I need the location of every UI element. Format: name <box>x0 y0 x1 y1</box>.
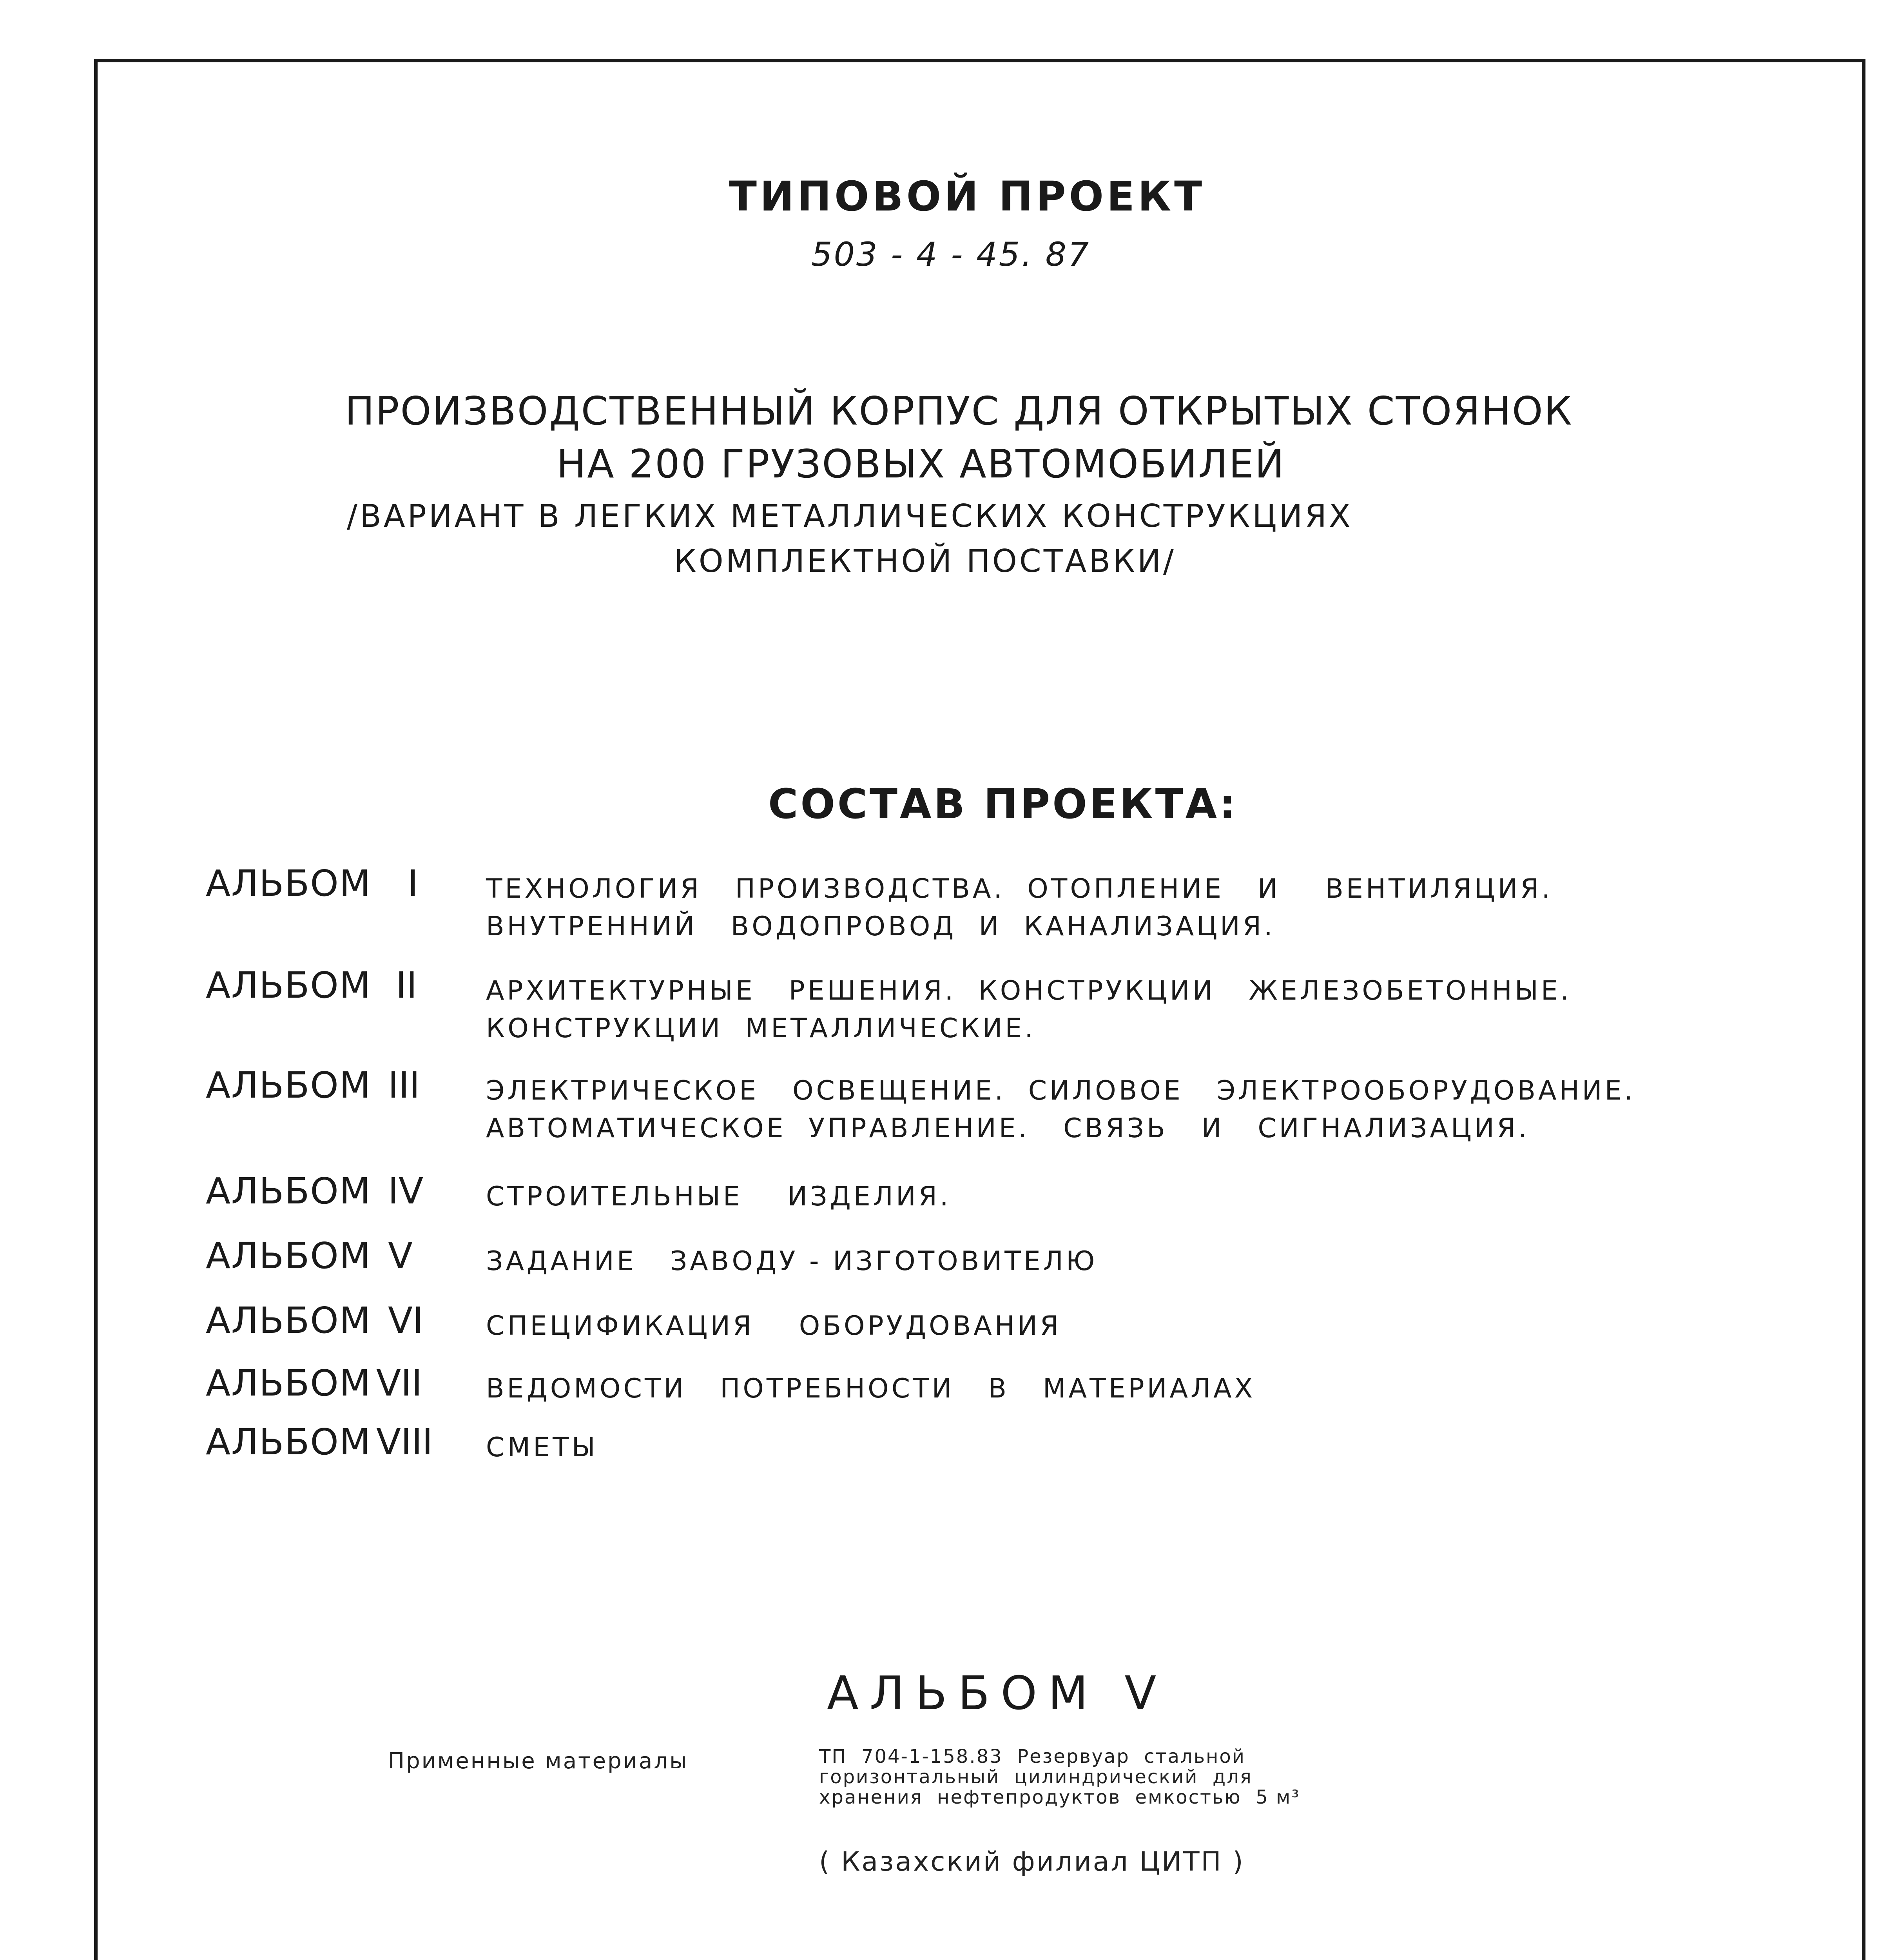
album-number: VI <box>388 1299 424 1341</box>
applied-materials-source: ( Казахский филиал ЦИТП ) <box>819 1846 1245 1877</box>
album-label: АЛЬБОМ <box>206 862 372 904</box>
album-number: IV <box>388 1170 424 1212</box>
album-label: АЛЬБОМ <box>206 1421 372 1463</box>
applied-materials-text: ТП 704-1-158.83 Резервуар стальной горизонтальный цилиндрический для хранения нефтепродуктов емкостью 5 м³ <box>819 1746 1300 1808</box>
project-variant-line2: КОМПЛЕКТНОЙ ПОСТАВКИ/ <box>674 543 1176 579</box>
project-variant-line1: /ВАРИАНТ В ЛЕГКИХ МЕТАЛЛИЧЕСКИХ КОНСТРУКЦИЯХ <box>347 498 1353 534</box>
album-description: СМЕТЫ <box>486 1432 598 1463</box>
album-number: II <box>396 964 417 1006</box>
album-number: III <box>388 1064 420 1106</box>
album-description: СПЕЦИФИКАЦИЯ ОБОРУДОВАНИЯ <box>486 1310 1062 1341</box>
applied-materials-label: Применные материалы <box>388 1748 689 1774</box>
album-label: АЛЬБОМ <box>206 1064 372 1106</box>
album-title: АЛЬБОМ V <box>827 1666 1167 1720</box>
album-description: ЭЛЕКТРИЧЕСКОЕ ОСВЕЩЕНИЕ. СИЛОВОЕ ЭЛЕКТРООБОРУДОВАНИЕ. АВТОМАТИЧЕСКОЕ УПРАВЛЕНИЕ. СВЯЗЬ И СИГНАЛИЗАЦИЯ. <box>486 1075 1636 1144</box>
album-label: АЛЬБОМ <box>206 964 372 1006</box>
album-label: АЛЬБОМ <box>206 1170 372 1212</box>
album-description: ЗАДАНИЕ ЗАВОДУ - ИЗГОТОВИТЕЛЮ <box>486 1246 1098 1277</box>
album-number: VII <box>376 1362 422 1404</box>
project-name-line2: НА 200 ГРУЗОВЫХ АВТОМОБИЛЕЙ <box>557 441 1285 487</box>
album-label: АЛЬБОМ <box>206 1362 372 1404</box>
album-label: АЛЬБОМ <box>206 1299 372 1341</box>
album-number: I <box>408 862 419 904</box>
album-description: АРХИТЕКТУРНЫЕ РЕШЕНИЯ. КОНСТРУКЦИИ ЖЕЛЕЗОБЕТОННЫЕ. КОНСТРУКЦИИ МЕТАЛЛИЧЕСКИЕ. <box>486 975 1572 1044</box>
doc-type-title: ТИПОВОЙ ПРОЕКТ <box>729 172 1206 220</box>
project-name-line1: ПРОИЗВОДСТВЕННЫЙ КОРПУС ДЛЯ ОТКРЫТЫХ СТОЯНОК <box>345 388 1573 434</box>
album-label: АЛЬБОМ <box>206 1235 372 1277</box>
album-number: VIII <box>376 1421 433 1463</box>
project-number: 503 - 4 - 45. 87 <box>811 235 1091 274</box>
composition-heading: СОСТАВ ПРОЕКТА: <box>768 780 1238 828</box>
album-description: ТЕХНОЛОГИЯ ПРОИЗВОДСТВА. ОТОПЛЕНИЕ И ВЕНТИЛЯЦИЯ. ВНУТРЕННИЙ ВОДОПРОВОД И КАНАЛИЗАЦИЯ. <box>486 873 1553 942</box>
album-description: ВЕДОМОСТИ ПОТРЕБНОСТИ В МАТЕРИАЛАХ <box>486 1373 1256 1404</box>
album-number: V <box>388 1235 413 1277</box>
album-description: СТРОИТЕЛЬНЫЕ ИЗДЕЛИЯ. <box>486 1181 951 1212</box>
